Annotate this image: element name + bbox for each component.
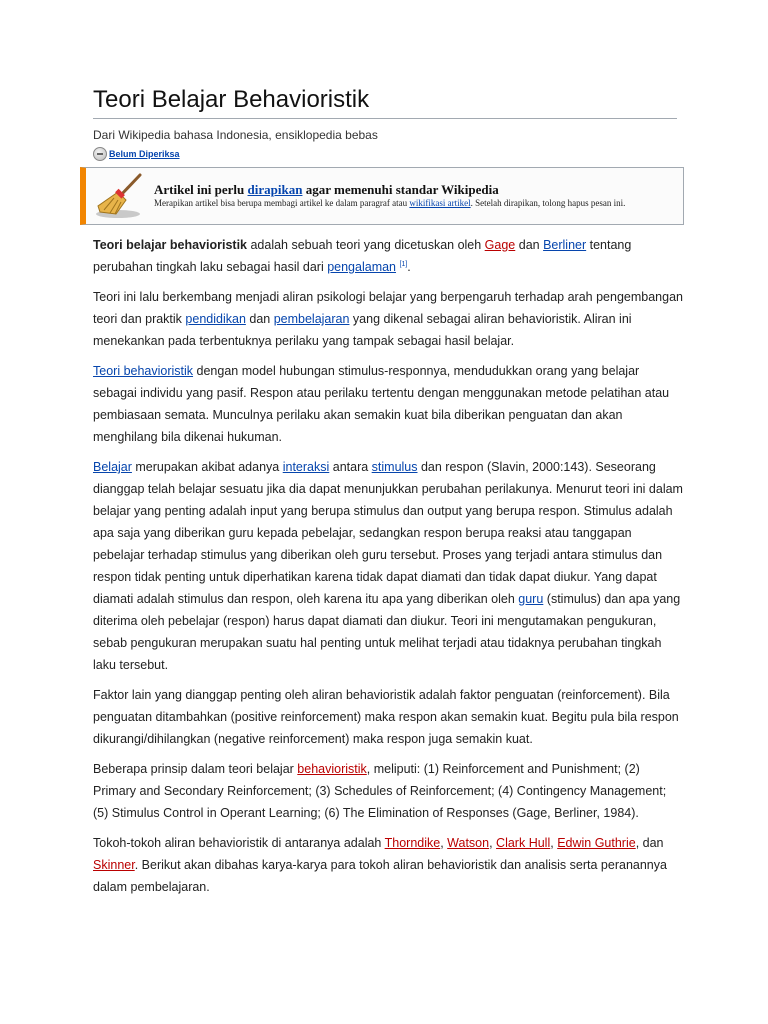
- paragraph-5: Faktor lain yang dianggap penting oleh aliran behavioristik adalah faktor penguatan (reinforcement). Bila penguatan ditambahkan (positive reinforcement) maka respon akan semakin kuat. Begitu pula bila respon dikurangi/dihilangkan (negative reinforcement) maka respon juga semakin kuat.: [93, 688, 679, 746]
- paragraph-3: Teori behavioristik dengan model hubungan stimulus-responnya, mendudukkan orang yang belajar sebagai individu yang pasif. Respon atau perilaku tertentu dengan menggunakan metode pelatihan atau pembiasaan semata. Munculnya perilaku akan semakin kuat bila diberikan penguatan dan akan menghilang bila dikenai hukuman.: [93, 364, 670, 444]
- link-interaksi[interactable]: interaksi: [282, 460, 330, 474]
- notice-title: Artikel ini perlu dirapikan agar memenuhi standar Wikipedia: [154, 182, 499, 197]
- link-edwin-guthrie[interactable]: Edwin Guthrie: [557, 836, 636, 850]
- cleanup-notice-box: [80, 167, 684, 225]
- link-teori-behavioristik[interactable]: Teori behavioristik: [93, 364, 194, 378]
- notice-wikify-link[interactable]: wikifikasi artikel: [409, 198, 471, 208]
- link-pengalaman[interactable]: pengalaman: [327, 260, 397, 274]
- page-title: Teori Belajar Behavioristik: [93, 86, 677, 119]
- link-berliner[interactable]: Berliner: [543, 238, 587, 252]
- link-behavioristik[interactable]: behavioristik: [297, 762, 367, 776]
- link-guru[interactable]: guru: [518, 592, 544, 606]
- site-tagline: Dari Wikipedia bahasa Indonesia, ensiklopedia bebas: [93, 128, 378, 142]
- link-stimulus[interactable]: stimulus: [371, 460, 418, 474]
- notice-subtitle: Merapikan artikel bisa berupa membagi artikel ke dalam paragraf atau wikifikasi artikel. Setelah dirapikan, tolong hapus pesan ini.: [154, 198, 626, 208]
- paragraph-1: Teori belajar behavioristik adalah sebuah teori yang dicetuskan oleh Gage dan Berliner tentang perubahan tingkah laku sebagai hasil dari pengalaman [1].: [93, 238, 632, 274]
- link-pembelajaran[interactable]: pembelajaran: [273, 312, 350, 326]
- link-watson[interactable]: Watson: [447, 836, 490, 850]
- link-pendidikan[interactable]: pendidikan: [185, 312, 246, 326]
- link-belajar[interactable]: Belajar: [93, 460, 132, 474]
- article-header: [93, 86, 677, 162]
- unreviewed-icon: [93, 147, 107, 161]
- reference-1[interactable]: [1]: [399, 260, 408, 268]
- paragraph-2: Teori ini lalu berkembang menjadi aliran psikologi belajar yang berpengaruh terhadap arah pengembangan teori dan praktik pendidikan dan pembelajaran yang dikenal sebagai aliran behavioristik. Aliran ini menekankan pada terbentuknya perilaku yang tampak sebagai hasil belajar.: [93, 290, 683, 348]
- link-thorndike[interactable]: Thorndike: [384, 836, 441, 850]
- article-body: [93, 234, 683, 906]
- link-gage[interactable]: Gage: [484, 238, 516, 252]
- broom-icon: [94, 172, 146, 220]
- link-clark-hull[interactable]: Clark Hull: [496, 836, 551, 850]
- paragraph-4: Belajar merupakan akibat adanya interaksi antara stimulus dan respon (Slavin, 2000:143). Seseorang dianggap telah belajar sesuatu jika dia dapat menunjukkan perubahan perilakunya. Menurut teori ini dalam belajar yang penting adalah input yang berupa stimulus dan output yang berupa respon. Stimulus adalah apa saja yang diberikan guru kepada pebelajar, sedangkan respon berupa reaksi atau tanggapan pebelajar terhadap stimulus yang diberikan oleh guru tersebut. Proses yang terjadi antara stimulus dan respon tidak penting untuk diperhatikan karena tidak dapat diamati dan tidak dapat diukur. Yang dapat diamati adalah stimulus dan respon, oleh karena itu apa yang diberikan oleh guru (stimulus) dan apa yang diterima oleh pebelajar (respon) harus dapat diamati dan diukur. Teori ini mengutamakan pengukuran, sebab pengukuran merupakan suatu hal penting untuk melihat terjadi atau tidaknya perubahan tingkah laku tersebut.: [93, 460, 683, 672]
- review-status-link[interactable]: Belum Diperiksa: [109, 149, 180, 159]
- paragraph-6: Beberapa prinsip dalam teori belajar behavioristik, meliputi: (1) Reinforcement and Punishment; (2) Primary and Secondary Reinforcement; (3) Schedules of Reinforcement; (4) Contingency Management; (5) Stimulus Control in Operant Learning; (6) The Elimination of Responses (Gage, Berliner, 1984).: [93, 762, 667, 820]
- notice-title-link[interactable]: dirapikan: [247, 182, 303, 197]
- review-status: [93, 146, 677, 162]
- link-skinner[interactable]: Skinner: [93, 858, 135, 872]
- paragraph-7: Tokoh-tokoh aliran behavioristik di antaranya adalah Thorndike, Watson, Clark Hull, Edwin Guthrie, dan Skinner. Berikut akan dibahas karya-karya para tokoh aliran behavioristik dan analisis serta peranannya dalam pembelajaran.: [93, 836, 667, 894]
